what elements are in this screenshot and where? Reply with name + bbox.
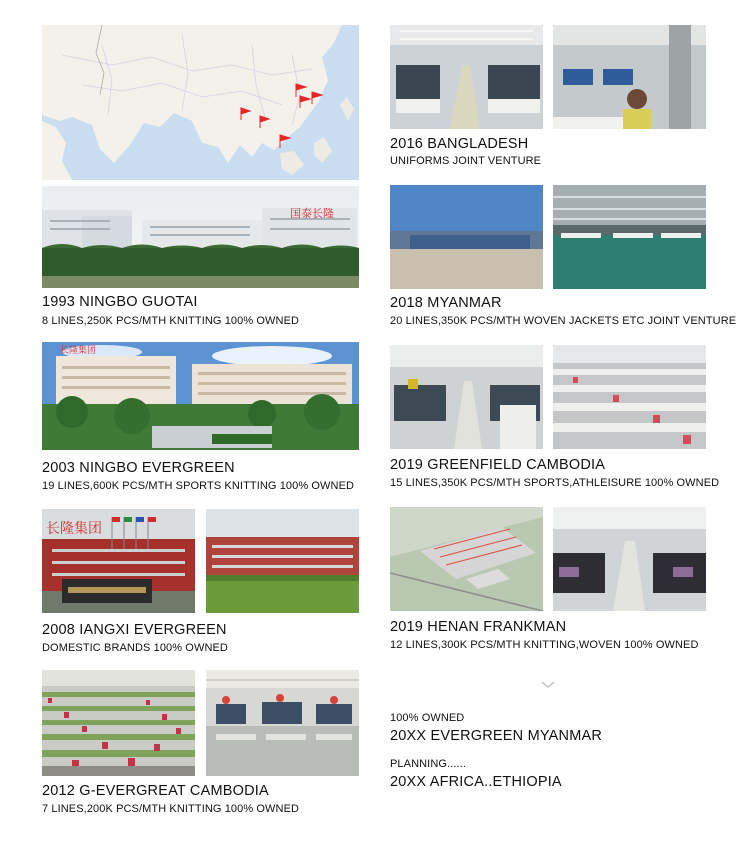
entry-detail-2019-greenfield: 15 LINES,350K PCS/MTH SPORTS,ATHLEISURE 100% OWNED bbox=[390, 477, 720, 489]
entry-title-2008: 2008 IANGXI EVERGREEN bbox=[42, 622, 227, 638]
photo-jiangxi-building bbox=[206, 509, 359, 613]
future-planning-label: PLANNING...... bbox=[390, 758, 466, 770]
photo-bangladesh-floor-2 bbox=[553, 25, 706, 129]
photo-myanmar-site bbox=[390, 185, 543, 289]
entry-title-2019-greenfield: 2019 GREENFIELD CAMBODIA bbox=[390, 457, 606, 473]
photo-cambodia-sewing-floor-1 bbox=[42, 670, 195, 776]
entry-detail-2003: 19 LINES,600K PCS/MTH SPORTS KNITTING 100% OWNED bbox=[42, 480, 355, 492]
entry-title-2018: 2018 MYANMAR bbox=[390, 295, 502, 311]
photo-greenfield-floor-2 bbox=[553, 345, 706, 449]
entry-detail-2018: 20 LINES,350K PCS/MTH WOVEN JACKETS ETC JOINT VENTURE bbox=[390, 315, 737, 327]
future-owned-label: 100% OWNED bbox=[390, 712, 465, 724]
photo-henan-rendering bbox=[390, 507, 543, 611]
photo-myanmar-floor bbox=[553, 185, 706, 289]
photo-jiangxi-entrance bbox=[42, 509, 195, 613]
entry-title-2003: 2003 NINGBO EVERGREEN bbox=[42, 460, 235, 476]
future-planning-title: 20XX AFRICA..ETHIOPIA bbox=[390, 774, 562, 790]
entry-title-2019-henan: 2019 HENAN FRANKMAN bbox=[390, 619, 567, 635]
entry-title-2012: 2012 G-EVERGREAT CAMBODIA bbox=[42, 783, 269, 799]
jiangxi-sign: 长隆集团 bbox=[46, 521, 102, 537]
photo-ningbo-guotai-factory bbox=[42, 186, 359, 288]
entry-detail-2019-henan: 12 LINES,300K PCS/MTH KNITTING,WOVEN 100% OWNED bbox=[390, 639, 699, 651]
entry-detail-2008: DOMESTIC BRANDS 100% OWNED bbox=[42, 642, 228, 654]
guotai-sign: 国泰长隆 bbox=[290, 207, 334, 220]
photo-ningbo-evergreen-campus bbox=[42, 342, 359, 450]
photo-greenfield-floor-1 bbox=[390, 345, 543, 449]
photo-cambodia-sewing-floor-2 bbox=[206, 670, 359, 776]
future-owned-title: 20XX EVERGREEN MYANMAR bbox=[390, 728, 603, 744]
chevron-down-icon bbox=[540, 680, 556, 690]
entry-detail-2016: UNIFORMS JOINT VENTURE bbox=[390, 155, 542, 167]
entry-detail-2012: 7 LINES,200K PCS/MTH KNITTING 100% OWNED bbox=[42, 803, 300, 815]
entry-detail-1993: 8 LINES,250K PCS/MTH KNITTING 100% OWNED bbox=[42, 315, 300, 327]
photo-henan-floor bbox=[553, 507, 706, 611]
location-map bbox=[42, 25, 359, 180]
photo-bangladesh-floor-1 bbox=[390, 25, 543, 129]
entry-title-2016: 2016 BANGLADESH bbox=[390, 136, 529, 152]
entry-title-1993: 1993 NINGBO GUOTAI bbox=[42, 294, 198, 310]
evergreen-sign: 长隆集团 bbox=[60, 346, 97, 356]
